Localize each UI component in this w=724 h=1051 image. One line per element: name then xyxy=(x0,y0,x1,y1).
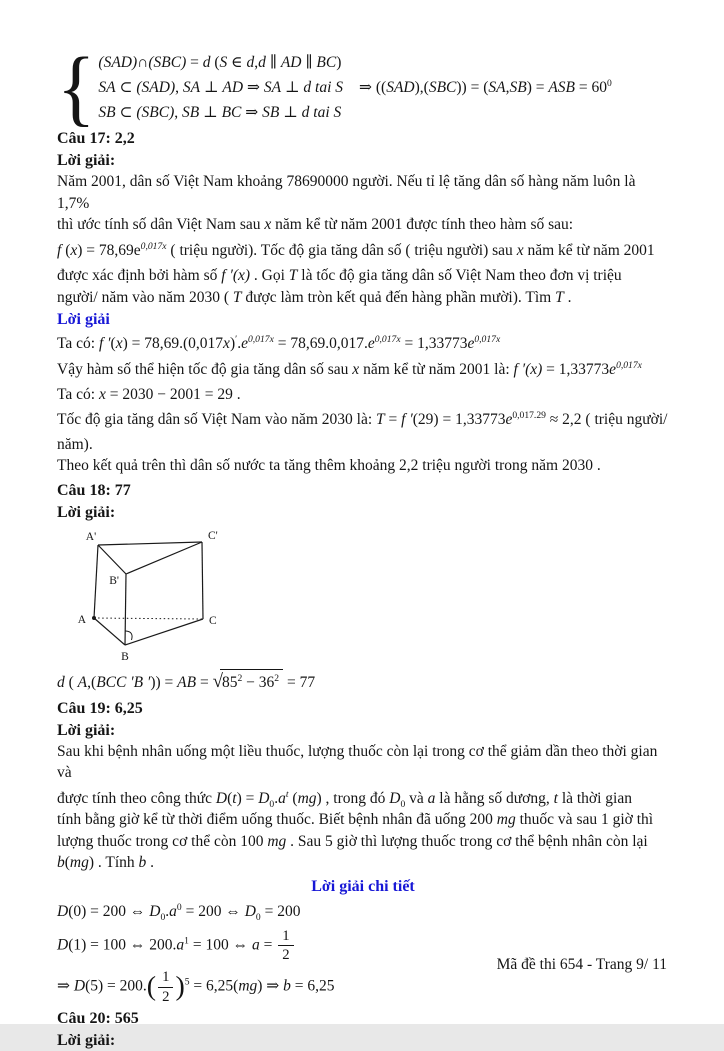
system-lines xyxy=(98,50,343,125)
prism-figure-svg xyxy=(69,527,269,665)
question-17-solution-line: Ta có: x = 2030 − 2001 = 29 . xyxy=(57,386,241,403)
question-17-problem-line: được xác định bởi hàm số f ′(x) . Gọi T là tốc độ gia tăng dân số Việt Nam theo đơn vị triệu xyxy=(57,267,622,284)
vertex-label-b-prime: B' xyxy=(109,574,119,587)
question-17-solution-line: năm). xyxy=(57,435,93,453)
question-17-solution-label: Lời giải: xyxy=(57,152,116,169)
question-19-problem-line: tính bằng giờ kể từ thời điểm uống thuốc. Biết bệnh nhân đã uống 200 mg thuốc và sau 1 giờ thì xyxy=(57,811,654,828)
question-20-heading: Câu 20: 565 xyxy=(57,1010,139,1028)
system-brace: { xyxy=(57,40,96,135)
system-equation-line: (SAD)∩(SBC) = d (S ∈ d,d ∥ AD ∥ BC) xyxy=(98,54,342,71)
question-17-problem-line: thì ước tính số dân Việt Nam sau x năm kể từ năm 2001 được tính theo hàm số sau: xyxy=(57,216,574,233)
question-19-detail-label: Lời giải chi tiết xyxy=(311,877,415,895)
system-equation-line: SA ⊂ (SAD), SA ⊥ AD ⇒ SA ⊥ d tai S xyxy=(98,79,344,96)
vertex-label-b: B xyxy=(121,650,129,663)
page-footer: Mã đề thi 654 - Trang 9/ 11 xyxy=(496,956,667,973)
question-19-solution-line: D(0) = 200 ⇔ $D_0.a^0 = 200$ ⇔ $D_0 = 200$ xyxy=(57,901,301,923)
question-20-solution-label: Lời giải: xyxy=(57,1032,116,1050)
question-18-solution-label: Lời giải: xyxy=(57,503,116,521)
document-content xyxy=(57,40,669,1051)
prism-figure xyxy=(69,527,669,665)
system-equation-line: SB ⊂ (SBC), SB ⊥ BC ⇒ SB ⊥ d tai S xyxy=(98,104,342,121)
question-17-solution-label-blue: Lời giải xyxy=(57,311,110,328)
equation-system xyxy=(57,40,669,135)
question-17-solution-line: Theo kết quả trên thì dân số nước ta tăng thêm khoảng 2,2 triệu người trong năm 2030 . xyxy=(57,457,601,474)
vertex-label-a-prime: A' xyxy=(85,530,97,543)
question-18-formula: d ( A,(BCC ′B ′)) = AB = $√85^2 - 36^2 = 77$ xyxy=(57,669,669,695)
question-19-problem-line: Sau khi bệnh nhân uống một liều thuốc, lượng thuốc còn lại trong cơ thể giảm dần theo thời gian và xyxy=(57,742,658,781)
question-17-heading: Câu 17: 2,2 xyxy=(57,130,135,147)
question-17-problem-line: f $(x) = 78,69e^{0,017x}$ ( triệu người). Tốc độ gia tăng dân số ( triệu người) sau x năm kể từ năm 2001 xyxy=(57,240,655,259)
question-17-solution-line: Vậy hàm số thể hiện tốc độ gia tăng dân số sau x năm kể từ năm 2001 là: f $'(x) = 1,33773e^{0,017x}$ xyxy=(57,359,642,378)
question-19-solution-line: D(1) = 100 ⇔ $200.a^1 = 100$ ⇔ a = $\frac{1}{2}$ xyxy=(57,928,669,964)
question-17-problem-line: người/ năm vào năm 2030 ( T được làm tròn kết quả đến hàng phần mười). Tìm T . xyxy=(57,288,572,306)
question-19-solution-label: Lời giải: xyxy=(57,721,116,739)
system-implication: ⇒ ((SAD),(SBC)) = (SA,SB) = ASB = $60^0$ xyxy=(359,77,612,96)
question-18-heading: Câu 18: 77 xyxy=(57,481,131,499)
question-19-problem-line: được tính theo công thức $D(t) = D_0.a^t$ (mg) , trong đó $D_0$ và a là hằng số dương, t là thời gian xyxy=(57,788,632,810)
question-17-solution-line: Ta có: f $'(x) = 78,69.(0,017x)'.e^{0,017x} = 78,69.0,017.e^{0,017x} = 1,33773e^{0,017x}$ xyxy=(57,333,501,352)
question-19-problem-line: lượng thuốc trong cơ thể còn 100 mg . Sau 5 giờ thì lượng thuốc trong cơ thể bệnh nhân còn lại xyxy=(57,832,648,850)
vertex-label-c: C xyxy=(209,614,217,627)
question-19-problem-line: b(mg) . Tính b . xyxy=(57,854,155,871)
vertex-label-c-prime: C' xyxy=(208,529,218,542)
question-17-solution-line: Tốc độ gia tăng dân số Việt Nam vào năm 2030 là: T = f $'(29) = 1,33773e^{0,017.29} \approx 2,2$ ( triệu người/ xyxy=(57,409,668,428)
vertex-label-a: A xyxy=(77,613,86,626)
question-19-solution-line: ⇒ D(5) = 200.( $\frac{1}{2}$ )$^5$ = 6,25(mg) ⇒ b = 6,25 xyxy=(57,969,335,1005)
question-17-problem-line: Năm 2001, dân số Việt Nam khoảng 78690000 người. Nếu tỉ lệ tăng dân số hàng năm luôn là 1,7% xyxy=(57,173,636,212)
question-19-heading: Câu 19: 6,25 xyxy=(57,699,143,717)
